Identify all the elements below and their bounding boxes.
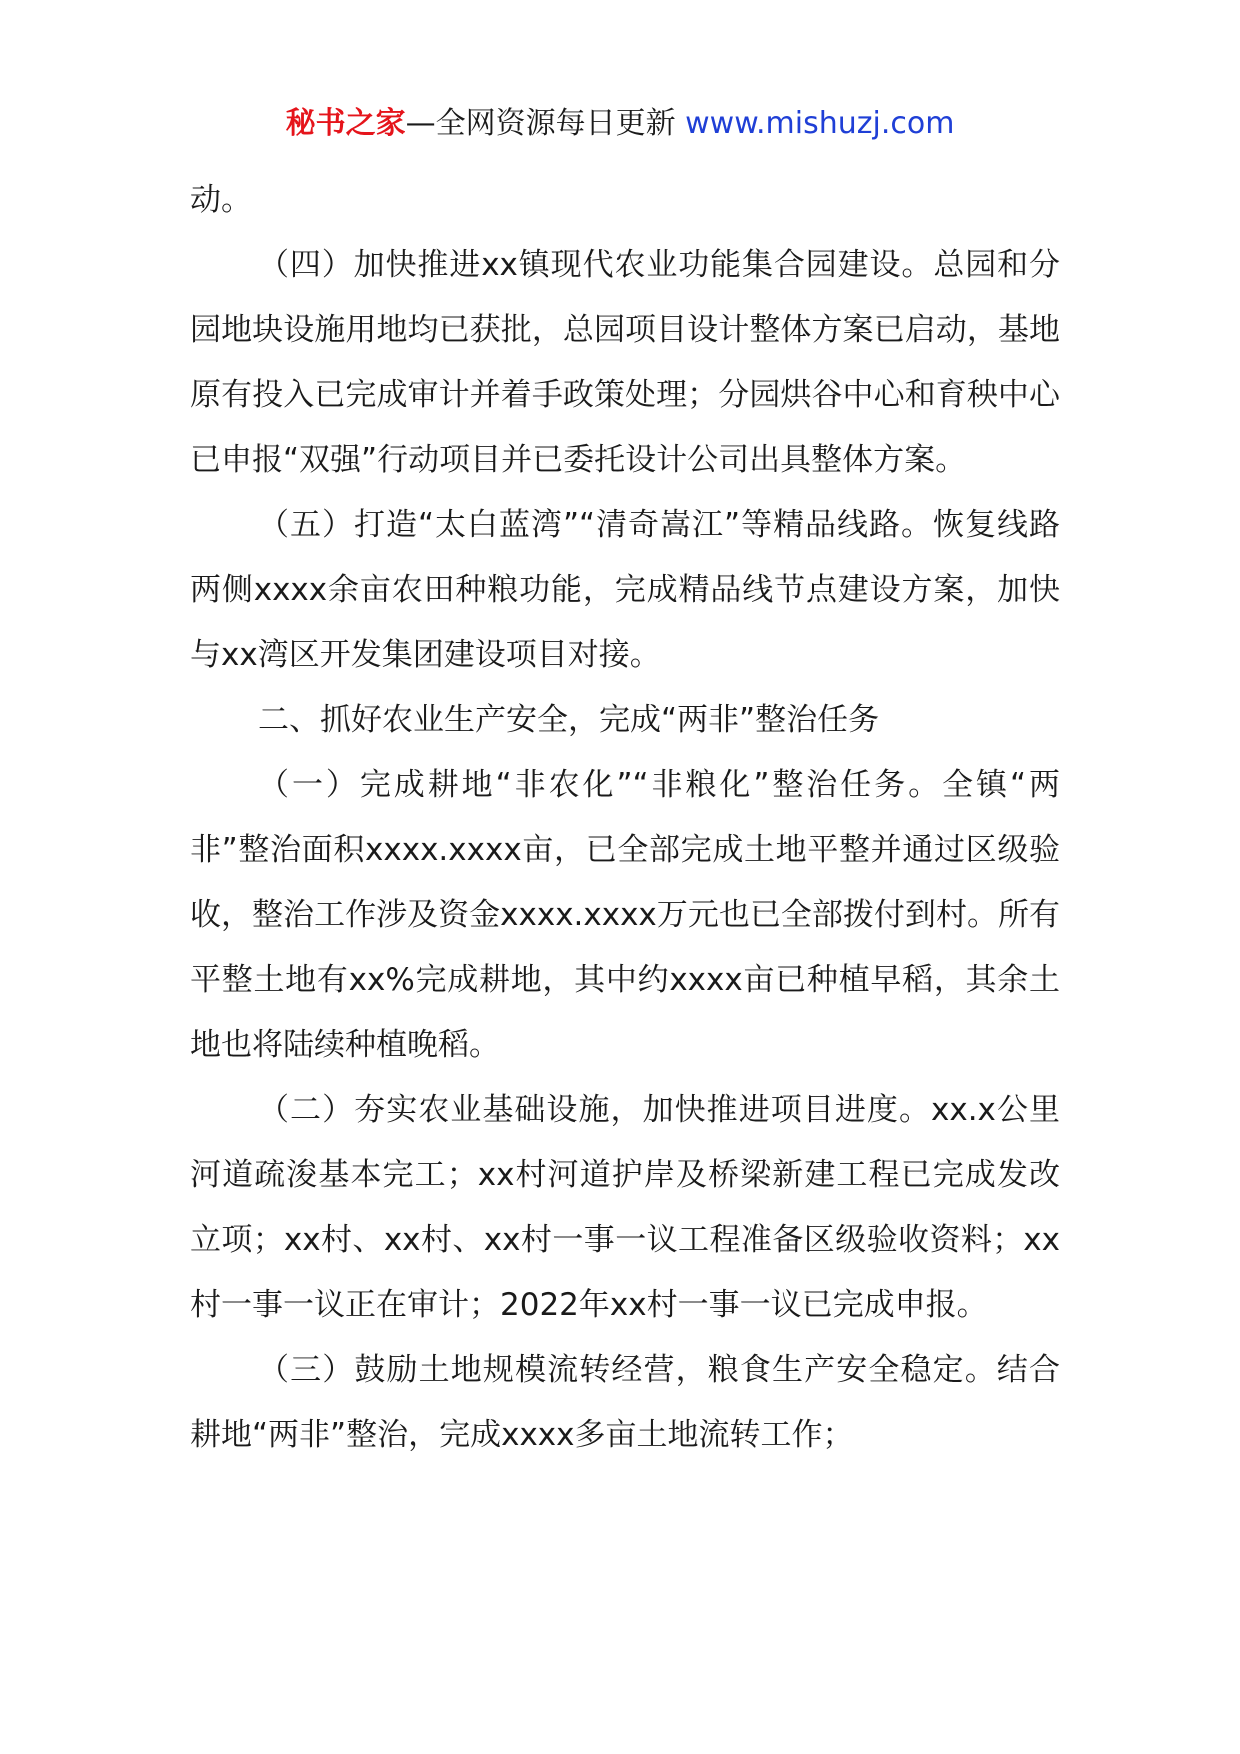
paragraph-item-5: （五）打造“太白蓝湾”“清奇嵩江”等精品线路。恢复线路两侧xxxx余亩农田种粮功能，完成精品线节点建设方案，加快与xx湾区开发集团建设项目对接。 (190, 507, 1060, 673)
paragraph-item-3: （三）鼓励土地规模流转经营，粮食生产安全稳定。结合耕地“两非”整治，完成xxxx多亩土地流转工作； (190, 1352, 1060, 1453)
paragraph-continuation: 动。 (190, 182, 252, 218)
document-body (190, 168, 1060, 1468)
section-heading-2: 二、抓好农业生产安全，完成“两非”整治任务 (258, 702, 880, 738)
paragraph-item-4: （四）加快推进xx镇现代农业功能集合园建设。总园和分园地块设施用地均已获批，总园项目设计整体方案已启动，基地原有投入已完成审计并着手政策处理；分园烘谷中心和育秧中心已申报“双强”行动项目并已委托设计公司出具整体方案。 (190, 247, 1060, 478)
header-tagline: —全网资源每日更新 (405, 106, 676, 141)
site-header (0, 102, 1240, 146)
header-brand: 秘书之家 (285, 106, 406, 141)
header-url-link[interactable]: www.mishuzj.com (685, 106, 955, 141)
paragraph-item-2: （二）夯实农业基础设施，加快推进项目进度。xx.x公里河道疏浚基本完工；xx村河道护岸及桥梁新建工程已完成发改立项；xx村、xx村、xx村一事一议工程准备区级验收资料；xx村一事一议正在审计；2022年xx村一事一议已完成申报。 (190, 1092, 1060, 1323)
paragraph-item-1: （一）完成耕地“非农化”“非粮化”整治任务。全镇“两非”整治面积xxxx.xxxx亩，已全部完成土地平整并通过区级验收，整治工作涉及资金xxxx.xxxx万元也已全部拨付到村。所有平整土地有xx%完成耕地，其中约xxxx亩已种植早稻，其余土地也将陆续种植晚稻。 (190, 767, 1060, 1063)
